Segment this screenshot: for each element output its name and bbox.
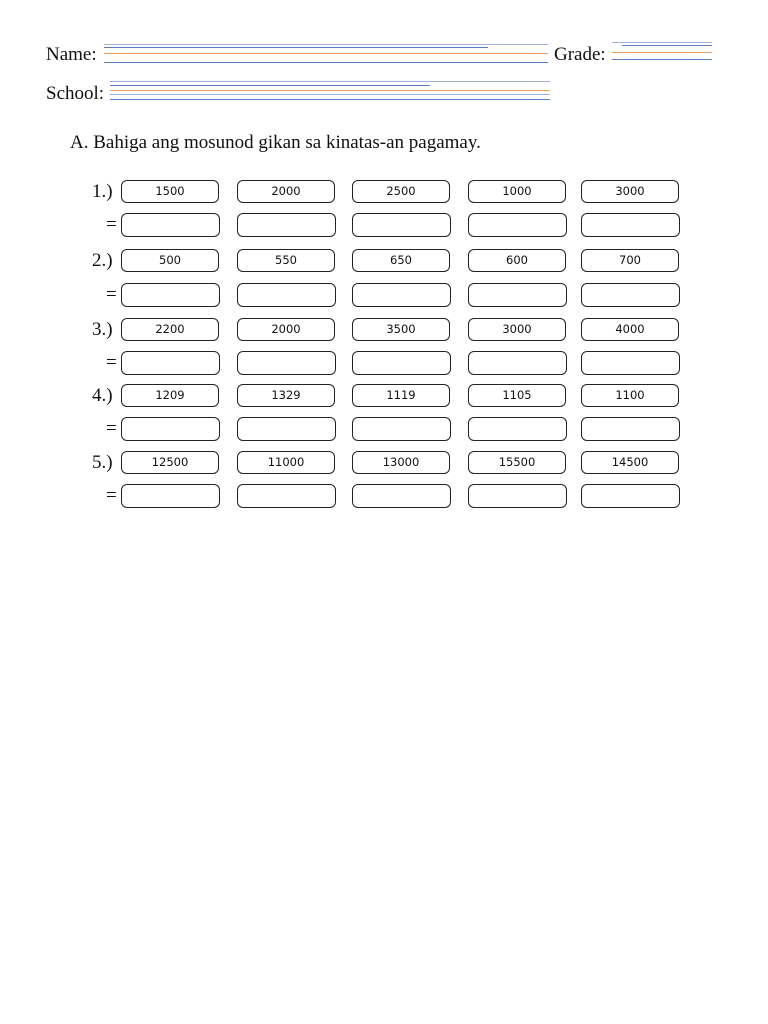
answer-box[interactable] bbox=[581, 484, 680, 508]
answer-box[interactable] bbox=[352, 351, 451, 375]
answer-box[interactable] bbox=[237, 351, 336, 375]
number-box: 2500 bbox=[352, 180, 450, 203]
answer-box[interactable] bbox=[468, 283, 567, 307]
equals-sign: = bbox=[106, 352, 117, 373]
number-box: 650 bbox=[352, 249, 450, 272]
equals-sign: = bbox=[106, 214, 117, 235]
answer-box[interactable] bbox=[352, 283, 451, 307]
school-field[interactable] bbox=[110, 81, 550, 103]
answer-box[interactable] bbox=[237, 417, 336, 441]
answer-box[interactable] bbox=[468, 351, 567, 375]
number-box: 1209 bbox=[121, 384, 219, 407]
equals-sign: = bbox=[106, 284, 117, 305]
number-box: 1500 bbox=[121, 180, 219, 203]
number-box: 1000 bbox=[468, 180, 566, 203]
equals-sign: = bbox=[106, 418, 117, 439]
answer-box[interactable] bbox=[237, 484, 336, 508]
answer-box[interactable] bbox=[352, 213, 451, 237]
number-box: 14500 bbox=[581, 451, 679, 474]
answer-box[interactable] bbox=[581, 283, 680, 307]
answer-box[interactable] bbox=[352, 417, 451, 441]
row-number: 4.) bbox=[92, 385, 113, 406]
number-box: 1119 bbox=[352, 384, 450, 407]
answer-box[interactable] bbox=[121, 417, 220, 441]
number-box: 700 bbox=[581, 249, 679, 272]
answer-box[interactable] bbox=[121, 484, 220, 508]
answer-box[interactable] bbox=[237, 213, 336, 237]
answer-box[interactable] bbox=[121, 351, 220, 375]
number-box: 3000 bbox=[581, 180, 679, 203]
number-box: 500 bbox=[121, 249, 219, 272]
number-box: 4000 bbox=[581, 318, 679, 341]
name-field[interactable] bbox=[104, 44, 548, 66]
number-box: 550 bbox=[237, 249, 335, 272]
number-box: 3000 bbox=[468, 318, 566, 341]
number-box: 12500 bbox=[121, 451, 219, 474]
answer-box[interactable] bbox=[468, 417, 567, 441]
number-box: 1100 bbox=[581, 384, 679, 407]
grade-field[interactable] bbox=[612, 42, 712, 64]
number-box: 1329 bbox=[237, 384, 335, 407]
answer-box[interactable] bbox=[581, 351, 680, 375]
number-box: 11000 bbox=[237, 451, 335, 474]
number-box: 13000 bbox=[352, 451, 450, 474]
name-label: Name: bbox=[46, 44, 97, 65]
answer-box[interactable] bbox=[237, 283, 336, 307]
row-number: 1.) bbox=[92, 181, 113, 202]
answer-box[interactable] bbox=[352, 484, 451, 508]
instruction-text: Bahiga ang mosunod gikan sa kinatas-an pagamay. bbox=[93, 132, 481, 153]
number-box: 2000 bbox=[237, 318, 335, 341]
grade-label: Grade: bbox=[554, 44, 606, 65]
instruction bbox=[70, 132, 481, 154]
row-number: 5.) bbox=[92, 452, 113, 473]
equals-sign: = bbox=[106, 485, 117, 506]
school-label: School: bbox=[46, 83, 105, 104]
number-box: 15500 bbox=[468, 451, 566, 474]
number-box: 2200 bbox=[121, 318, 219, 341]
row-number: 2.) bbox=[92, 250, 113, 271]
answer-box[interactable] bbox=[121, 213, 220, 237]
answer-box[interactable] bbox=[581, 417, 680, 441]
answer-box[interactable] bbox=[468, 484, 567, 508]
number-box: 1105 bbox=[468, 384, 566, 407]
answer-box[interactable] bbox=[581, 213, 680, 237]
row-number: 3.) bbox=[92, 319, 113, 340]
answer-box[interactable] bbox=[121, 283, 220, 307]
number-box: 2000 bbox=[237, 180, 335, 203]
number-box: 3500 bbox=[352, 318, 450, 341]
number-box: 600 bbox=[468, 249, 566, 272]
answer-box[interactable] bbox=[468, 213, 567, 237]
instruction-letter: A. bbox=[70, 132, 89, 153]
